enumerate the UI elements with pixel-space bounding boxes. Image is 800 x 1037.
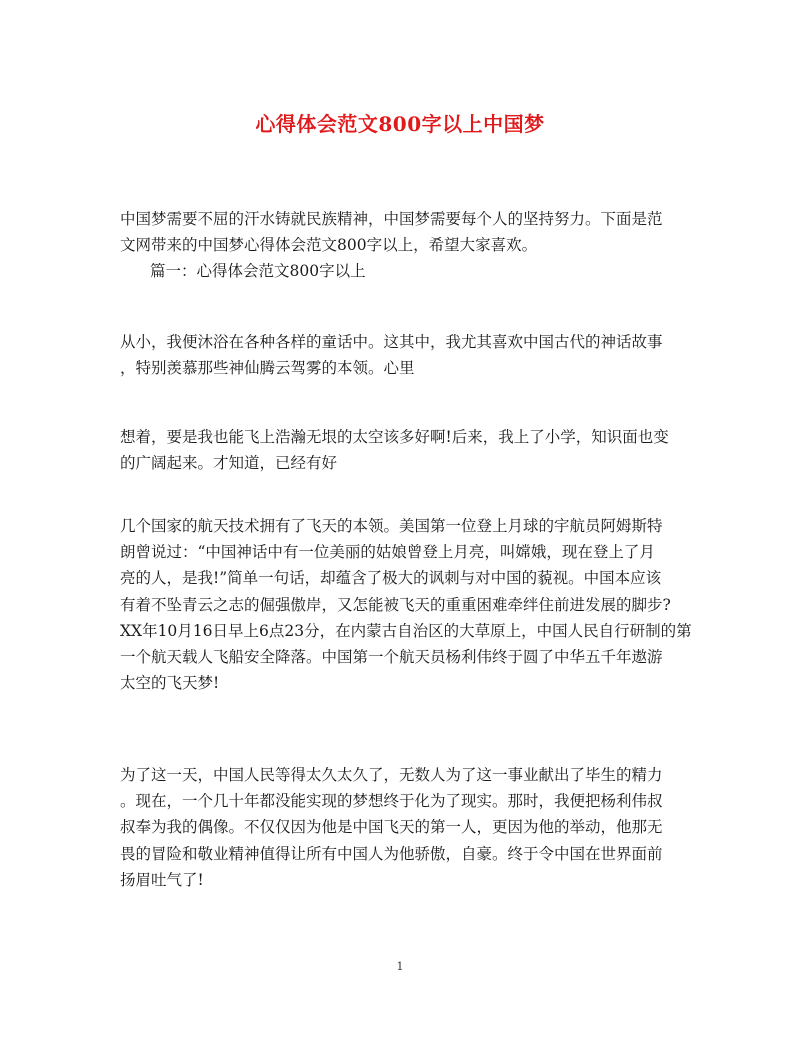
paragraph-line: XX年10月16日早上6点23分，在内蒙古自治区的大草原上，中国人民自行研制的第 [120,621,692,640]
paragraph-line: 畏的冒险和敬业精神值得让所有中国人为他骄傲，自豪。终于令中国在世界面前 [120,844,663,863]
section-heading: 篇一：心得体会范文800字以上 [150,262,366,281]
intro-block [120,206,680,285]
document-title: 心得体会范文800字以上中国梦 [255,112,545,136]
paragraph-line: 亮的人，是我!”简单一句话，却蕴含了极大的讽刺与对中国的藐视。中国本应该 [120,569,662,588]
paragraph-line: 朗曾说过：“中国神话中有一位美丽的姑娘曾登上月亮，叫嫦娥，现在登上了月 [120,543,655,562]
paragraph-line: ，特别羡慕那些神仙腾云驾雾的本领。心里 [120,359,415,378]
paragraph-line: 太空的飞天梦! [120,674,220,693]
paragraph [120,513,692,696]
paragraph-line: 。现在，一个几十年都没能实现的梦想终于化为了现实。那时，我便把杨利伟叔 [120,792,663,811]
paragraph [120,762,680,893]
intro-line: 文网带来的中国梦心得体会范文800字以上，希望大家喜欢。 [120,236,538,255]
paragraph-line: 的广阔起来。才知道，已经有好 [120,454,338,473]
paragraph-line: 一个航天载人飞船安全降落。中国第一个航天员杨利伟终于圆了中华五千年遨游 [120,648,663,667]
paragraph-line: 叔奉为我的偶像。不仅仅因为他是中国飞天的第一人，更因为他的举动，他那无 [120,818,663,837]
paragraph [120,329,680,381]
paragraph [120,424,680,476]
paragraph-line: 扬眉吐气了! [120,870,204,889]
paragraph-line: 从小，我便沐浴在各种各样的童话中。这其中，我尤其喜欢中国古代的神话故事 [120,333,663,351]
paragraph-line: 有着不坠青云之志的倔强傲岸，又怎能被飞天的重重困难牵绊住前进发展的脚步? [120,595,671,614]
paragraph-line: 几个国家的航天技术拥有了飞天的本领。美国第一位登上月球的宇航员阿姆斯特 [120,517,663,535]
paragraph-line: 想着，要是我也能飞上浩瀚无垠的太空该多好啊!后来，我上了小学，知识面也变 [120,428,669,446]
page-number: 1 [396,960,404,973]
intro-line: 中国梦需要不屈的汗水铸就民族精神，中国梦需要每个人的坚持努力。下面是范 [120,210,663,228]
paragraph-line: 为了这一天，中国人民等得太久太久了，无数人为了这一事业献出了毕生的精力 [120,766,663,784]
